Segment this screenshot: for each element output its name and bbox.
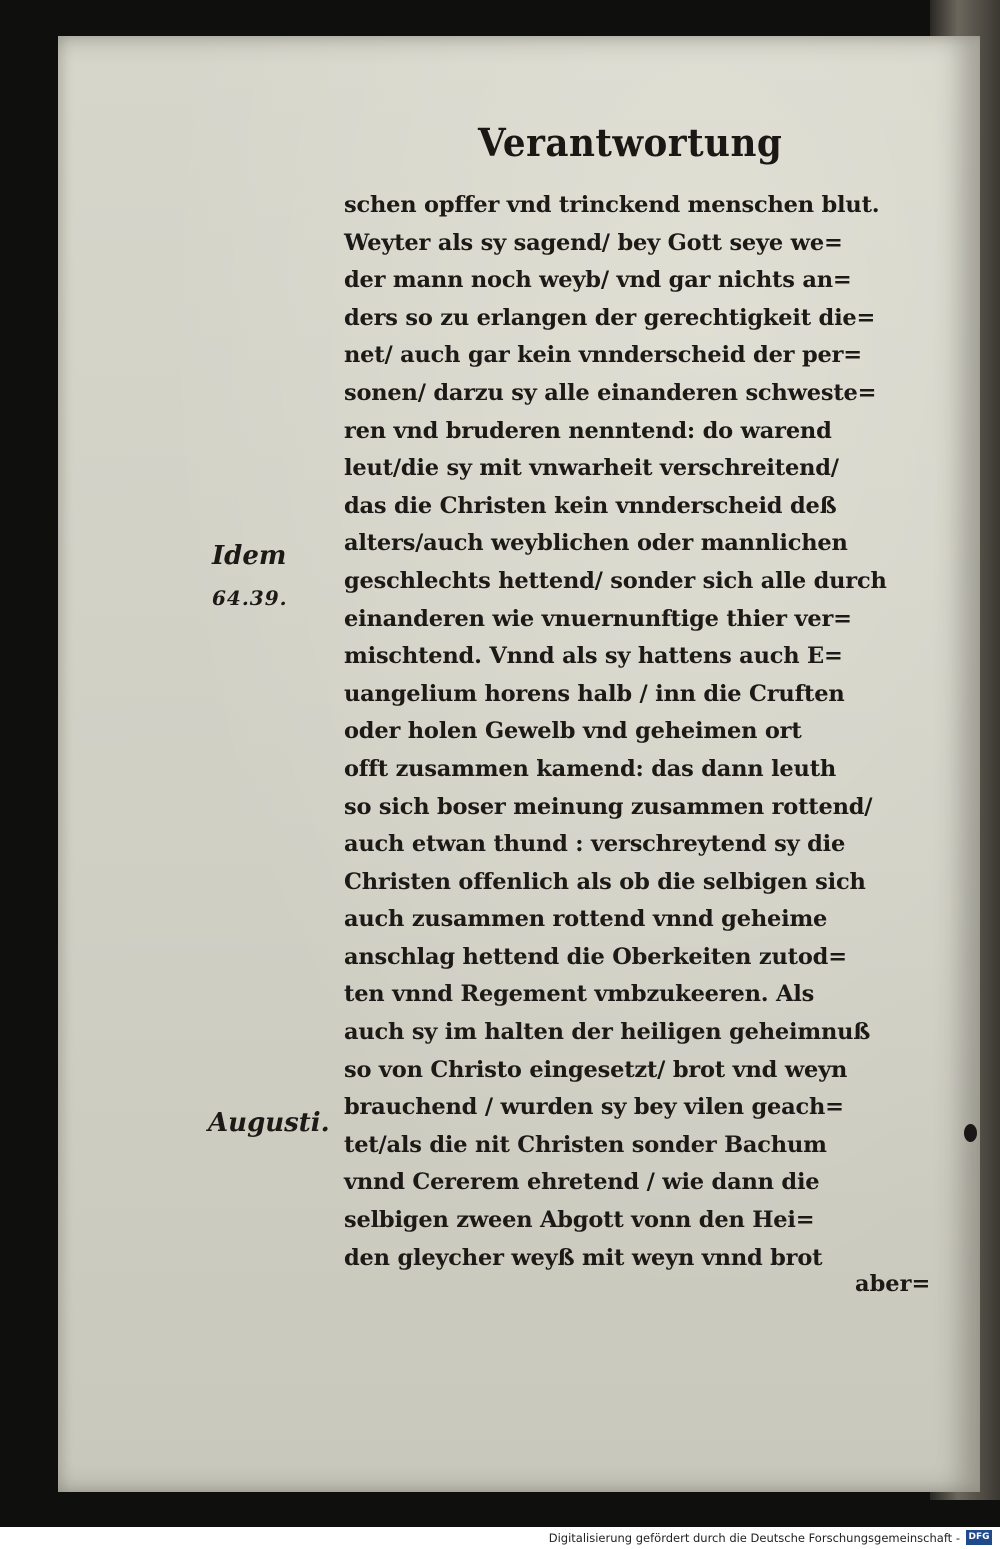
text-line: schen opffer vnd trinckend menschen blut. (344, 192, 880, 218)
text-line: Weyter als sy sagend/ bey Gott seye we= (344, 229, 843, 256)
text-line: ten vnnd Regement vmbzukeeren. Als (344, 981, 815, 1008)
text-line: oder holen Gewelb vnd geheimen ort (344, 718, 802, 745)
footer-bar (0, 1527, 1000, 1549)
text-line: anschlag hettend die Oberkeiten zutod= (344, 943, 847, 970)
text-line: brauchend / wurden sy bey vilen geach= (344, 1094, 844, 1121)
text-line: ren vnd bruderen nenntend: do warend (344, 417, 832, 444)
text-line: mischtend. Vnnd als sy hattens auch E= (344, 643, 843, 670)
text-line: das die Christen kein vnnderscheid deß (344, 492, 837, 519)
text-line: ders so zu erlangen der gerechtigkeit die= (344, 304, 876, 331)
text-line: der mann noch weyb/ vnd gar nichts an= (344, 267, 852, 294)
text-line: vnnd Cererem ehretend / wie dann die (344, 1169, 820, 1196)
text-line: uangelium horens halb / inn die Cruften (344, 680, 845, 707)
text-line: geschlechts hettend/ sonder sich alle durch (344, 567, 887, 594)
marginal-note-idem: Idem (212, 541, 287, 571)
running-head: Verantwortung (478, 120, 783, 165)
text-line: tet/als die nit Christen sonder Bachum (344, 1131, 827, 1158)
marginal-note-augusti: Augusti. (208, 1108, 330, 1138)
marginal-note-reference: 64.39. (212, 586, 288, 610)
text-line: so von Christo eingesetzt/ brot vnd weyn (344, 1056, 848, 1083)
text-line: offt zusammen kamend: das dann leuth (344, 755, 837, 782)
text-line: auch sy im halten der heiligen geheimnuß (344, 1019, 871, 1046)
dfg-logo-icon: DFG (966, 1530, 992, 1545)
footer-funding-text: Digitalisierung gefördert durch die Deutsche Forschungsgemeinschaft - (548, 1531, 960, 1545)
text-line: sonen/ darzu sy alle einanderen schweste= (344, 379, 877, 406)
text-line: auch etwan thund : verschreytend sy die (344, 831, 846, 858)
text-line: alters/auch weyblichen oder mannlichen (344, 530, 848, 557)
ink-spot (964, 1124, 977, 1142)
text-line: net/ auch gar kein vnnderscheid der per= (344, 342, 862, 369)
body-text (344, 187, 940, 1277)
text-line: auch zusammen rottend vnnd geheime (344, 906, 828, 933)
text-line: leut/die sy mit vnwarheit verschreitend/ (344, 455, 839, 482)
text-line: Christen offenlich als ob die selbigen sich (344, 868, 866, 895)
text-line: einanderen wie vnuernunftige thier ver= (344, 605, 852, 632)
text-line: den gleycher weyß mit weyn vnnd brot (344, 1244, 823, 1271)
text-line: so sich boser meinung zusammen rottend/ (344, 793, 873, 820)
text-line: selbigen zween Abgott vonn den Hei= (344, 1207, 815, 1234)
catchword: aber= (855, 1271, 931, 1297)
